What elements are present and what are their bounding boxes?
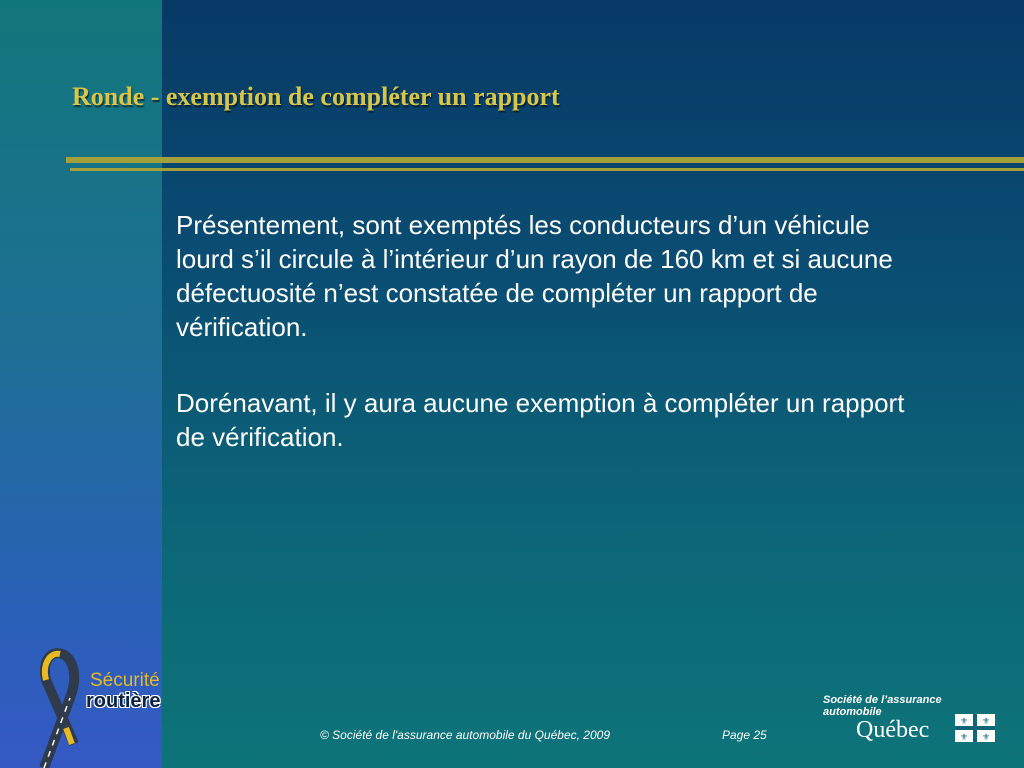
footer-copyright: © Société de l'assurance automobile du Québec, 2009	[320, 728, 610, 742]
title-divider-thick	[66, 157, 1024, 163]
svg-text:⚜: ⚜	[981, 733, 991, 742]
logo-text-routiere: routière	[86, 690, 161, 712]
securite-routiere-logo	[86, 671, 160, 711]
agency-line-2: automobile	[823, 706, 882, 718]
saaq-agency-name	[823, 694, 942, 718]
logo-text-securite: Sécurité	[90, 670, 160, 691]
page-number: Page 25	[722, 728, 767, 742]
title-divider-thin	[70, 168, 1024, 171]
svg-text:⚜: ⚜	[959, 733, 969, 742]
agency-line-1: Société de l’assurance	[823, 694, 942, 706]
body-paragraph-current-rule: Présentement, sont exemptés les conducteurs d’un véhicule lourd s’il circule à l’intérieur d’un rayon de 160 km et si aucune défectuosité n’est constatée de compléter un rapport de vérification.	[176, 210, 893, 343]
quebec-wordmark: Québec	[856, 717, 930, 743]
body-paragraph-new-rule: Dorénavant, il y aura aucune exemption à compléter un rapport de vérification.	[176, 388, 905, 453]
ribbon-logo-icon	[30, 640, 90, 768]
svg-text:⚜: ⚜	[981, 717, 991, 727]
quebec-flag-icon	[955, 714, 995, 742]
slide-body	[176, 208, 916, 496]
slide-title: Ronde - exemption de compléter un rapport	[72, 82, 560, 111]
svg-text:⚜: ⚜	[959, 717, 969, 727]
